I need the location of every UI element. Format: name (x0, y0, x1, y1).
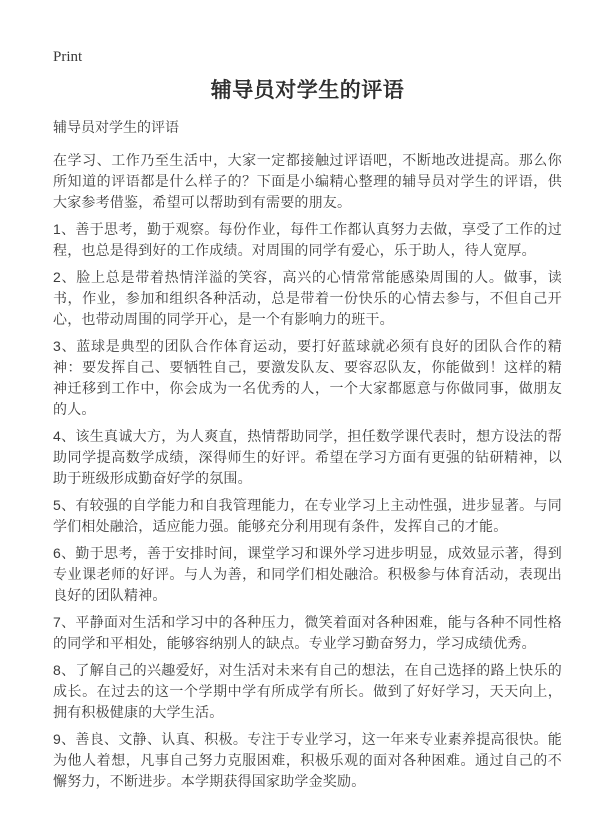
comment-paragraph-list (53, 219, 562, 792)
comment-paragraph: 4、该生真诚大方，为人爽直，热情帮助同学，担任数学课代表时，想方设法的帮助同学提高数学成绩，深得师生的好评。希望在学习方面有更强的钻研精神，以助于班级形成勤奋好学的氛围。 (53, 428, 562, 486)
page-title: 辅导员对学生的评语 (210, 79, 405, 102)
page-subtitle: 辅导员对学生的评语 (53, 119, 179, 135)
comment-paragraph: 9、善良、文静、认真、积极。专注于专业学习，这一年来专业素养提高很快。能为他人着想，凡事自己努力克服困难，积极乐观的面对各种困难。通过自己的不懈努力，不断进步。本学期获得国家助学金奖励。 (53, 731, 562, 789)
comment-paragraph: 3、蓝球是典型的团队合作体育运动，要打好蓝球就必须有良好的团队合作的精神：要发挥自己、要牺牲自己，要激发队友、要容忍队友，你能做到！这样的精神迁移到工作中，你会成为一名优秀的人，一个大家都愿意与你做同事，做朋友的人。 (53, 338, 562, 417)
comment-paragraph: 5、有较强的自学能力和自我管理能力，在专业学习上主动性强，进步显著。与同学们相处融洽，适应能力强。能够充分利用现有条件，发挥自己的才能。 (53, 497, 562, 534)
comment-paragraph: 8、了解自己的兴趣爱好，对生活对未来有自己的想法，在自己选择的路上快乐的成长。在过去的这一个学期中学有所成学有所长。做到了好好学习，天天向上，拥有积极健康的大学生活。 (53, 662, 562, 720)
print-button[interactable]: Print (53, 47, 82, 68)
intro-paragraph: 在学习、工作乃至生活中，大家一定都接触过评语吧，不断地改进提高。那么你所知道的评语都是什么样子的？下面是小编精心整理的辅导员对学生的评语，供大家参考借鉴，希望可以帮助到有需要的朋友。 (53, 152, 562, 210)
comment-paragraph: 1、善于思考，勤于观察。每份作业，每件工作都认真努力去做，享受了工作的过程，也总是得到好的工作成绩。对周围的同学有爱心，乐于助人，待人宽厚。 (53, 221, 562, 258)
comment-paragraph: 6、勤于思考，善于安排时间，课堂学习和课外学习进步明显，成效显示著，得到专业课老师的好评。与人为善，和同学们相处融洽。积极参与体育活动，表现出良好的团队精神。 (53, 545, 562, 603)
comment-paragraph: 7、平静面对生活和学习中的各种压力，微笑着面对各种困难，能与各种不同性格的同学和平相处，能够容纳别人的缺点。专业学习勤奋努力，学习成绩优秀。 (53, 614, 562, 651)
comment-paragraph: 2、脸上总是带着热情洋溢的笑容，高兴的心情常常能感染周围的人。做事，读书，作业，参加和组织各种活动，总是带着一份快乐的心情去参与，不但自己开心，也带动周围的同学开心，是一个有影响力的班干。 (53, 269, 562, 327)
